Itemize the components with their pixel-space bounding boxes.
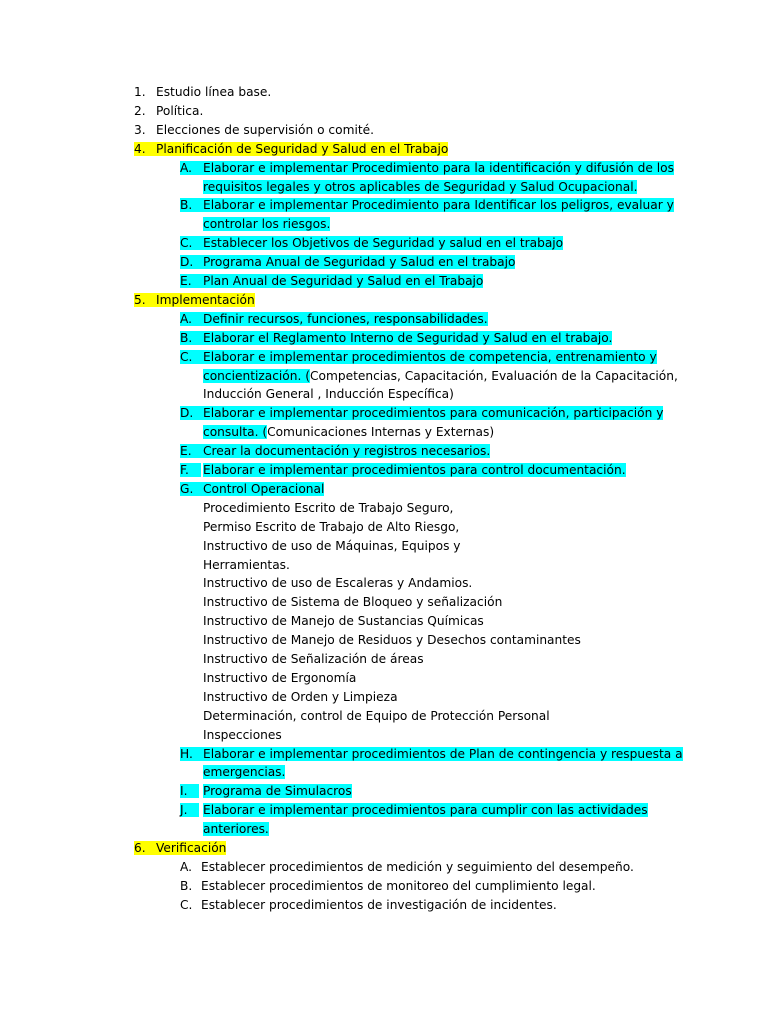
list-item-text: Permiso Escrito de Trabajo de Alto Riesgo, <box>203 519 460 534</box>
list-item-text: Instructivo de Ergonomía <box>203 670 357 685</box>
list-item-text: emergencias. <box>203 765 286 780</box>
list-item-text: Crear la documentación y registros necesarios. <box>203 444 491 459</box>
list-marker: 1. <box>134 85 146 99</box>
list-marker: B. <box>180 878 193 893</box>
list-item-text: Política. <box>156 103 204 118</box>
list-item-text: requisitos legales y otros aplicables de Seguridad y Salud Ocupacional. <box>203 179 638 194</box>
list-marker: C. <box>180 236 204 250</box>
list-marker: F. <box>180 463 201 477</box>
list-item-text: Instructivo de uso de Máquinas, Equipos y <box>203 538 461 553</box>
list-marker: G. <box>180 482 205 496</box>
list-item-text: Instructivo de Manejo de Residuos y Desechos contaminantes <box>203 633 581 648</box>
list-item-text: Elaborar e implementar Procedimiento para la identificación y difusión de los <box>203 160 674 175</box>
list-item-text: Elaborar e implementar procedimientos para cumplir con las actividades <box>203 803 648 818</box>
list-marker: J. <box>180 803 199 817</box>
list-item-text: Elecciones de supervisión o comité. <box>156 122 374 137</box>
list-marker: E. <box>180 444 204 458</box>
list-item-text: Instructivo de Sistema de Bloqueo y señalización <box>203 595 503 610</box>
list-marker: 3. <box>134 122 146 137</box>
list-marker: B. <box>180 198 204 212</box>
list-item-text: Instructivo de Manejo de Sustancias Químicas <box>203 614 484 629</box>
list-item-text: Programa de Simulacros <box>203 784 352 799</box>
list-item-text: Elaborar e implementar procedimientos de Plan de contingencia y respuesta a <box>203 746 683 761</box>
list-item-text: Elaborar el Reglamento Interno de Seguridad y Salud en el trabajo. <box>203 330 613 345</box>
list-marker: I. <box>180 784 199 798</box>
list-item-text: Inspecciones <box>203 727 282 742</box>
list-item-text: Verificación <box>156 841 227 855</box>
list-item-text: Herramientas. <box>203 557 290 572</box>
list-item-text: Implementación <box>156 292 255 307</box>
list-item-text: Establecer los Objetivos de Seguridad y salud en el trabajo <box>203 236 564 251</box>
list-item-text: consulta. ( <box>203 425 268 440</box>
list-marker: A. <box>180 312 204 326</box>
list-item-text: Programa Anual de Seguridad y Salud en el trabajo <box>203 255 516 270</box>
list-item-text: Procedimiento Escrito de Trabajo Seguro, <box>203 500 454 515</box>
list-marker: C. <box>180 897 193 912</box>
list-marker: 2. <box>134 103 146 118</box>
list-item-text: Control Operacional <box>203 481 325 496</box>
list-marker: C. <box>180 350 204 364</box>
list-item-text: Plan Anual de Seguridad y Salud en el Trabajo <box>203 274 484 288</box>
list-item-text: Competencias, Capacitación, Evaluación de la Capacitación, <box>310 368 678 383</box>
list-item-text: Establecer procedimientos de medición y seguimiento del desempeño. <box>201 859 634 874</box>
list-item-text: Definir recursos, funciones, responsabilidades. <box>203 311 488 326</box>
list-marker: 4. <box>134 142 158 156</box>
list-item-text: Inducción General , Inducción Específica) <box>203 387 454 402</box>
list-item-text: Establecer procedimientos de investigación de incidentes. <box>201 897 557 912</box>
list-marker: 6. <box>134 841 158 855</box>
list-item-text: anteriores. <box>203 822 269 837</box>
list-marker: H. <box>180 747 205 761</box>
list-item-text: Determinación, control de Equipo de Protección Personal <box>203 708 550 723</box>
list-marker: D. <box>180 406 205 420</box>
list-marker: B. <box>180 331 204 345</box>
list-item-text: Elaborar e implementar procedimientos para comunicación, participación y <box>203 406 664 421</box>
list-item-text: Establecer procedimientos de monitoreo del cumplimiento legal. <box>201 878 596 893</box>
list-item-text: Instructivo de uso de Escaleras y Andamios. <box>203 576 473 591</box>
list-marker: D. <box>180 255 205 269</box>
list-item-text: Elaborar e implementar procedimientos para control documentación. <box>203 463 626 477</box>
list-item-text: Comunicaciones Internas y Externas) <box>267 425 495 440</box>
list-item-text: concientización. ( <box>203 368 310 383</box>
list-marker: A. <box>180 161 204 175</box>
list-marker: 5. <box>134 293 158 307</box>
list-marker: E. <box>180 274 204 288</box>
list-item-text: Planificación de Seguridad y Salud en el Trabajo <box>156 141 449 156</box>
list-item-text: Elaborar e implementar Procedimiento para Identificar los peligros, evaluar y <box>203 198 674 213</box>
list-item-text: Estudio línea base. <box>156 85 272 99</box>
list-item-text: Instructivo de Señalización de áreas <box>203 652 424 666</box>
list-item-text: Elaborar e implementar procedimientos de competencia, entrenamiento y <box>203 349 657 364</box>
list-item-text: Instructivo de Orden y Limpieza <box>203 689 398 704</box>
list-item-text: controlar los riesgos. <box>203 217 331 232</box>
list-marker: A. <box>180 859 192 874</box>
